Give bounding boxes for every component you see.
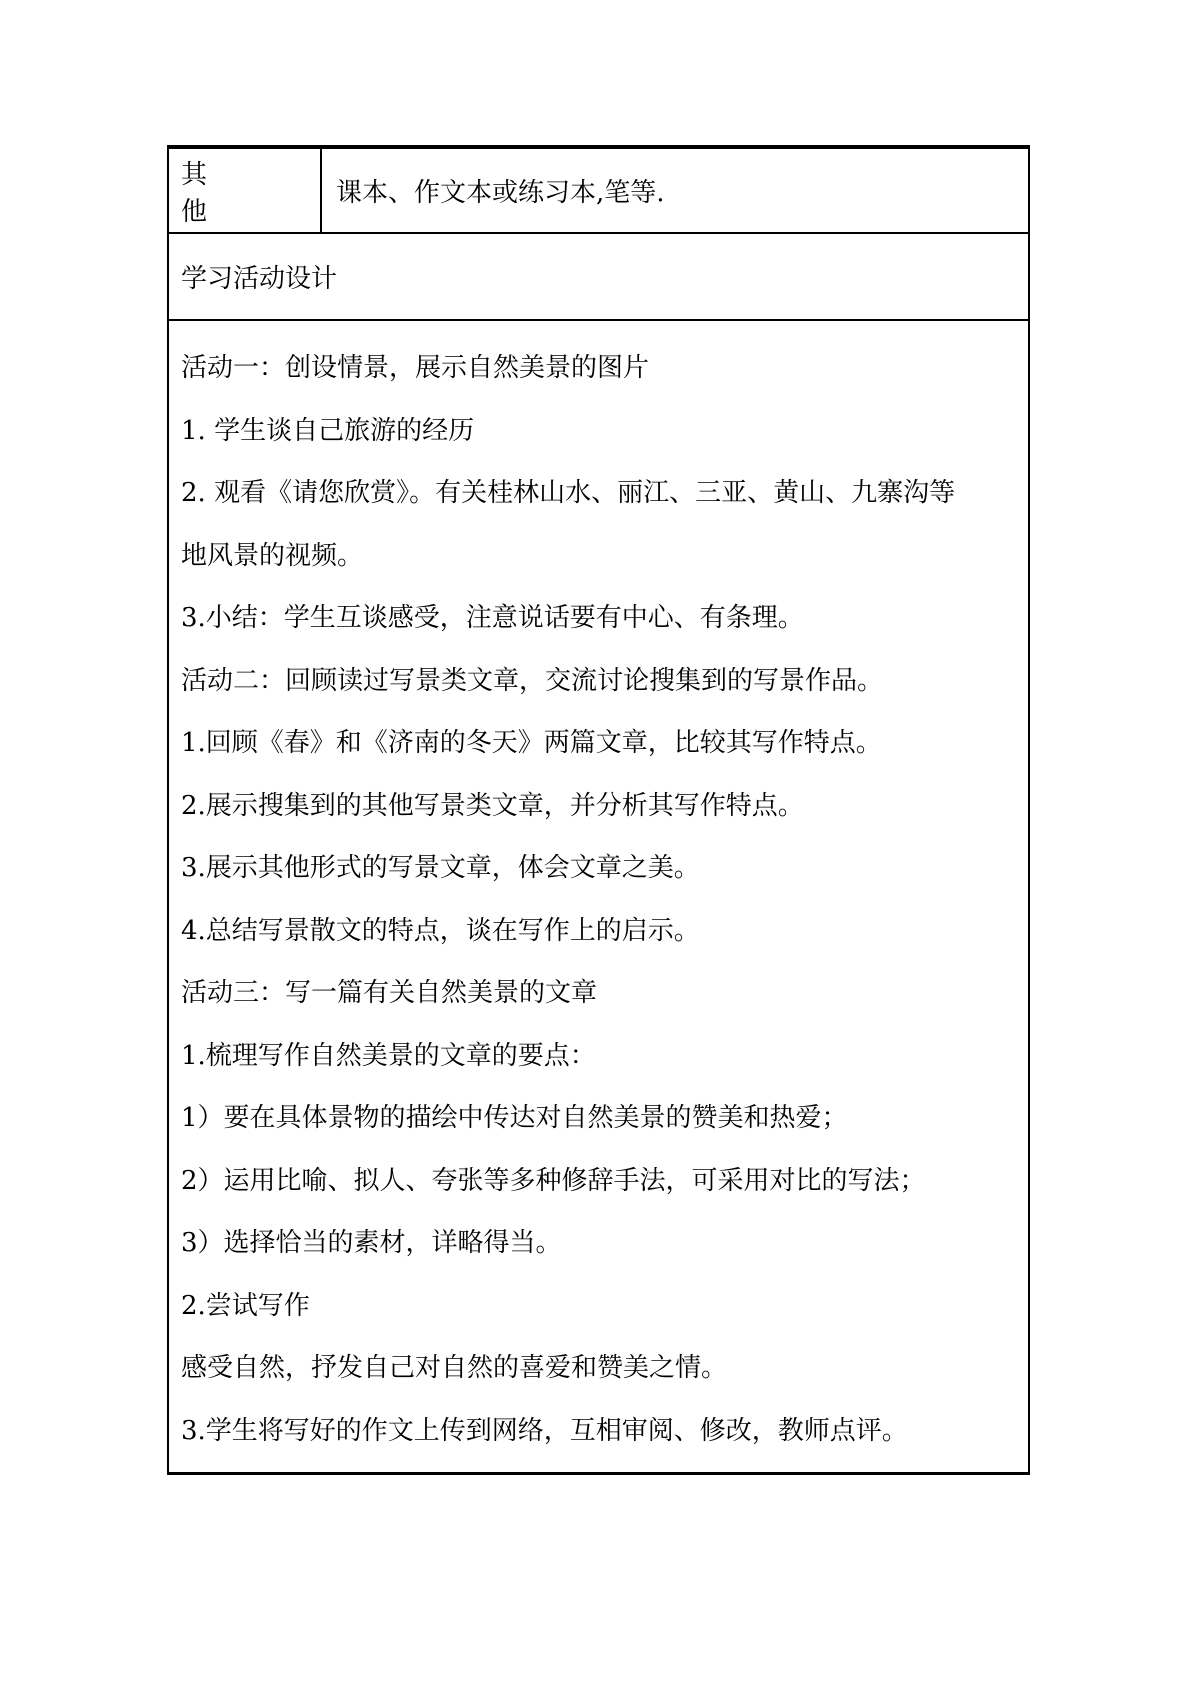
other-label: 其 他: [169, 149, 322, 232]
body-line: 活动二：回顾读过写景类文章，交流讨论搜集到的写景作品。: [181, 665, 884, 696]
body-line: 2.尝试写作: [181, 1290, 310, 1321]
body-line: 1. 学生谈自己旅游的经历: [181, 415, 475, 446]
body-line: 1.回顾《春》和《济南的冬天》两篇文章，比较其写作特点。: [181, 728, 882, 758]
body-line: 4.总结写景散文的特点，谈在写作上的启示。: [181, 915, 700, 946]
body-line: 地风景的视频。: [181, 540, 364, 571]
body-line: 3.学生将写好的作文上传到网络，互相审阅、修改，教师点评。: [181, 1415, 908, 1446]
body-line: 3）选择恰当的素材，详略得当。: [181, 1228, 562, 1258]
body-line: 活动三：写一篇有关自然美景的文章: [181, 978, 598, 1008]
lesson-plan-table: [167, 145, 1030, 1475]
body-line: 1）要在具体景物的描绘中传达对自然美景的赞美和热爱；: [181, 1103, 848, 1133]
body-line: 2.展示搜集到的其他写景类文章，并分析其写作特点。: [181, 790, 804, 821]
other-materials-row: [169, 149, 1028, 234]
activity-design-body: [169, 321, 1028, 1472]
body-line: 2）运用比喻、拟人、夸张等多种修辞手法，可采用对比的写法；: [181, 1165, 926, 1196]
other-value: 课本、作文本或练习本,笔等.: [336, 178, 665, 208]
section-title: 学习活动设计: [169, 234, 1028, 321]
body-line: 3.小结：学生互谈感受，注意说话要有中心、有条理。: [181, 603, 804, 633]
body-line: 3.展示其他形式的写景文章，体会文章之美。: [181, 853, 700, 883]
body-line: 2. 观看《请您欣赏》。有关桂林山水、丽江、三亚、黄山、九寨沟等: [181, 478, 956, 508]
body-line: 感受自然，抒发自己对自然的喜爱和赞美之情。: [181, 1353, 728, 1383]
body-line: 活动一：创设情景，展示自然美景的图片: [181, 353, 650, 383]
body-line: 1.梳理写作自然美景的文章的要点：: [181, 1040, 596, 1071]
